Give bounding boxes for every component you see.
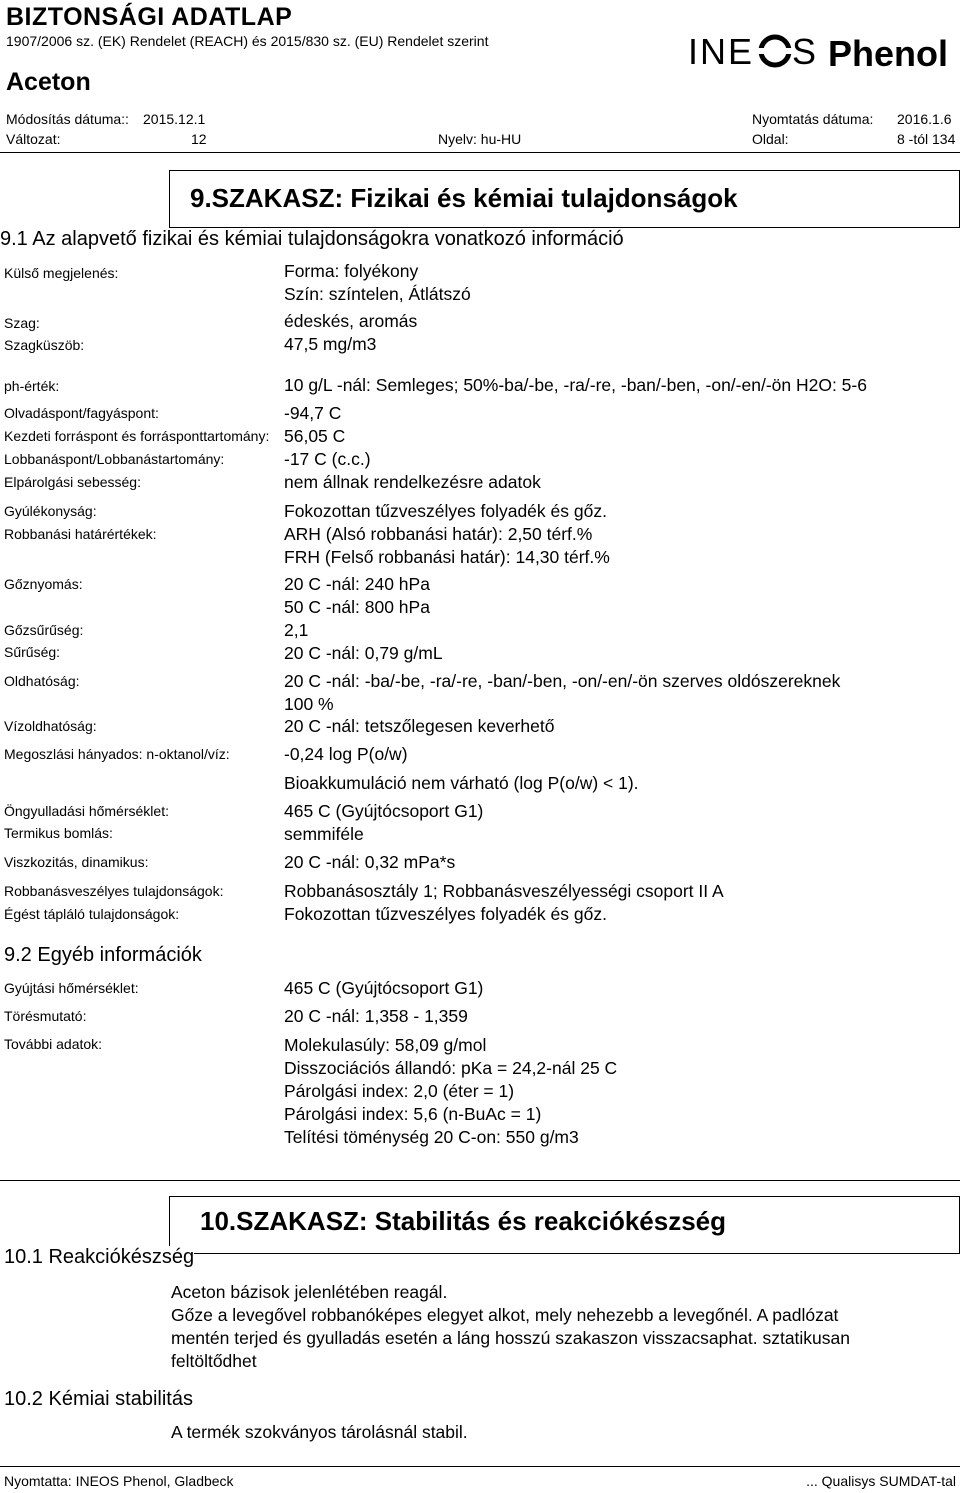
property-value: semmiféle	[284, 824, 364, 844]
page-label: Oldal:	[752, 131, 789, 147]
property-label: Gőznyomás:	[4, 576, 83, 592]
section9-title: 9.SZAKASZ: Fizikai és kémiai tulajdonságok	[190, 183, 738, 213]
document-title: BIZTONSÁGI ADATLAP	[6, 3, 293, 31]
logo-text-b: S	[792, 31, 817, 72]
revision-date-label: Módosítás dátuma::	[6, 111, 129, 127]
footer-left: Nyomtatta: INEOS Phenol, Gladbeck	[4, 1473, 234, 1489]
property-value: Szín: színtelen, Átlátszó	[284, 284, 471, 304]
property-label: Viszkozitás, dinamikus:	[4, 854, 149, 870]
property-value: édeskés, aromás	[284, 311, 418, 331]
other-value: Molekulasúly: 58,09 g/mol	[284, 1035, 487, 1055]
section10-2-title: 10.2 Kémiai stabilitás	[4, 1388, 193, 1410]
version-label: Változat:	[6, 131, 61, 147]
property-value: -94,7 C	[284, 403, 342, 423]
property-value: ARH (Alsó robbanási határ): 2,50 térf.%	[284, 524, 593, 544]
property-label: Öngyulladási hőmérséklet:	[4, 803, 169, 819]
regulation-text: 1907/2006 sz. (EK) Rendelet (REACH) és 2015/830 sz. (EU) Rendelet szerint	[6, 33, 489, 49]
section10-top-rule	[0, 1180, 960, 1181]
property-label: Szagküszöb:	[4, 337, 85, 353]
property-value: 50 C -nál: 800 hPa	[284, 597, 430, 617]
other-value: Párolgási index: 2,0 (éter = 1)	[284, 1081, 515, 1101]
property-value: 20 C -nál: 0,79 g/mL	[284, 643, 443, 663]
property-value: 100 %	[284, 694, 334, 714]
property-label: Megoszlási hányados: n-oktanol/víz:	[4, 746, 230, 762]
property-label: Szag:	[4, 315, 40, 331]
other-value: Telítési töménység 20 C-on: 550 g/m3	[284, 1127, 579, 1147]
property-value: 20 C -nál: 240 hPa	[284, 574, 430, 594]
property-value: 20 C -nál: 0,32 mPa*s	[284, 852, 456, 872]
other-label: Törésmutató:	[4, 1008, 87, 1024]
ineos-phenol-logo	[688, 26, 958, 76]
property-value: 20 C -nál: -ba/-be, -ra/-re, -ban/-ben, -on/-en/-ön szerves oldószereknek	[284, 671, 841, 691]
property-value: Robbanásosztály 1; Robbanásveszélyességi csoport II A	[284, 881, 724, 901]
logo-o-icon	[758, 37, 792, 65]
property-label: Oldhatóság:	[4, 673, 80, 689]
property-value: -0,24 log P(o/w)	[284, 744, 408, 764]
property-value: Bioakkumuláció nem várható (log P(o/w) < 1).	[284, 773, 639, 793]
section9-2-title: 9.2 Egyéb információk	[4, 944, 202, 966]
other-value: Párolgási index: 5,6 (n-BuAc = 1)	[284, 1104, 542, 1124]
property-label: Külső megjelenés:	[4, 265, 119, 281]
other-value: 20 C -nál: 1,358 - 1,359	[284, 1006, 468, 1026]
section10-title: 10.SZAKASZ: Stabilitás és reakciókészség	[200, 1206, 727, 1236]
property-label: ph-érték:	[4, 378, 60, 394]
section10-1-title: 10.1 Reakciókészség	[4, 1246, 195, 1268]
product-name: Aceton	[6, 68, 91, 96]
version: 12	[191, 131, 207, 147]
property-value: 20 C -nál: tetszőlegesen keverhető	[284, 716, 555, 736]
property-value: 10 g/L -nál: Semleges; 50%-ba/-be, -ra/-re, -ban/-ben, -on/-en/-ön H2O: 5-6	[284, 375, 867, 395]
property-label: Kezdeti forráspont és forrásponttartomány:	[4, 428, 270, 444]
property-value: -17 C (c.c.)	[284, 449, 371, 469]
property-value: nem állnak rendelkezésre adatok	[284, 472, 541, 492]
property-label: Lobbanáspont/Lobbanástartomány:	[4, 451, 225, 467]
property-label: Olvadáspont/fagyáspont:	[4, 405, 159, 421]
property-label: Elpárolgási sebesség:	[4, 474, 141, 490]
header-divider	[0, 152, 960, 153]
section9-1-title: 9.1 Az alapvető fizikai és kémiai tulajdonságokra vonatkozó információ	[0, 228, 624, 250]
other-label: További adatok:	[4, 1036, 103, 1052]
property-label: Sűrűség:	[4, 644, 61, 660]
property-label: Gőzsűrűség:	[4, 622, 84, 638]
revision-date: 2015.12.1	[143, 111, 206, 127]
language: Nyelv: hu-HU	[438, 131, 522, 147]
logo-text-c: Phenol	[828, 33, 949, 74]
property-label: Robbanási határértékek:	[4, 526, 157, 542]
stability-text: A termék szokványos tárolásnál stabil.	[171, 1422, 468, 1442]
footer-divider	[0, 1466, 960, 1467]
reactivity-line: Gőze a levegővel robbanóképes elegyet alkot, mely nehezebb a levegőnél. A padlózat	[171, 1305, 839, 1325]
property-label: Vízoldhatóság:	[4, 718, 97, 734]
property-label: Termikus bomlás:	[4, 825, 113, 841]
property-value: Fokozottan tűzveszélyes folyadék és gőz.	[284, 904, 607, 924]
reactivity-line: feltöltődhet	[171, 1351, 257, 1371]
property-value: 56,05 C	[284, 426, 346, 446]
property-value: FRH (Felső robbanási határ): 14,30 térf.%	[284, 547, 610, 567]
property-label: Robbanásveszélyes tulajdonságok:	[4, 883, 224, 899]
page-number: 8 -tól 134	[897, 131, 956, 147]
footer-right: ... Qualisys SUMDAT-tal	[806, 1473, 956, 1489]
other-label: Gyújtási hőmérséklet:	[4, 980, 139, 996]
property-label: Égést tápláló tulajdonságok:	[4, 906, 180, 922]
property-value: Forma: folyékony	[284, 261, 419, 281]
other-value: 465 C (Gyújtócsoport G1)	[284, 978, 484, 998]
property-value: 2,1	[284, 620, 309, 640]
reactivity-line: Aceton bázisok jelenlétében reagál.	[171, 1282, 448, 1302]
other-value: Disszociációs állandó: pKa = 24,2-nál 25 C	[284, 1058, 618, 1078]
print-date-label: Nyomtatás dátuma:	[752, 111, 874, 127]
logo-text-a: INE	[688, 31, 755, 72]
reactivity-line: mentén terjed és gyulladás esetén a láng hosszú szakaszon visszacsaphat. sztatikusan	[171, 1328, 850, 1348]
property-value: Fokozottan tűzveszélyes folyadék és gőz.	[284, 501, 607, 521]
print-date: 2016.1.6	[897, 111, 952, 127]
property-value: 47,5 mg/m3	[284, 334, 377, 354]
property-label: Gyúlékonyság:	[4, 503, 97, 519]
property-value: 465 C (Gyújtócsoport G1)	[284, 801, 484, 821]
